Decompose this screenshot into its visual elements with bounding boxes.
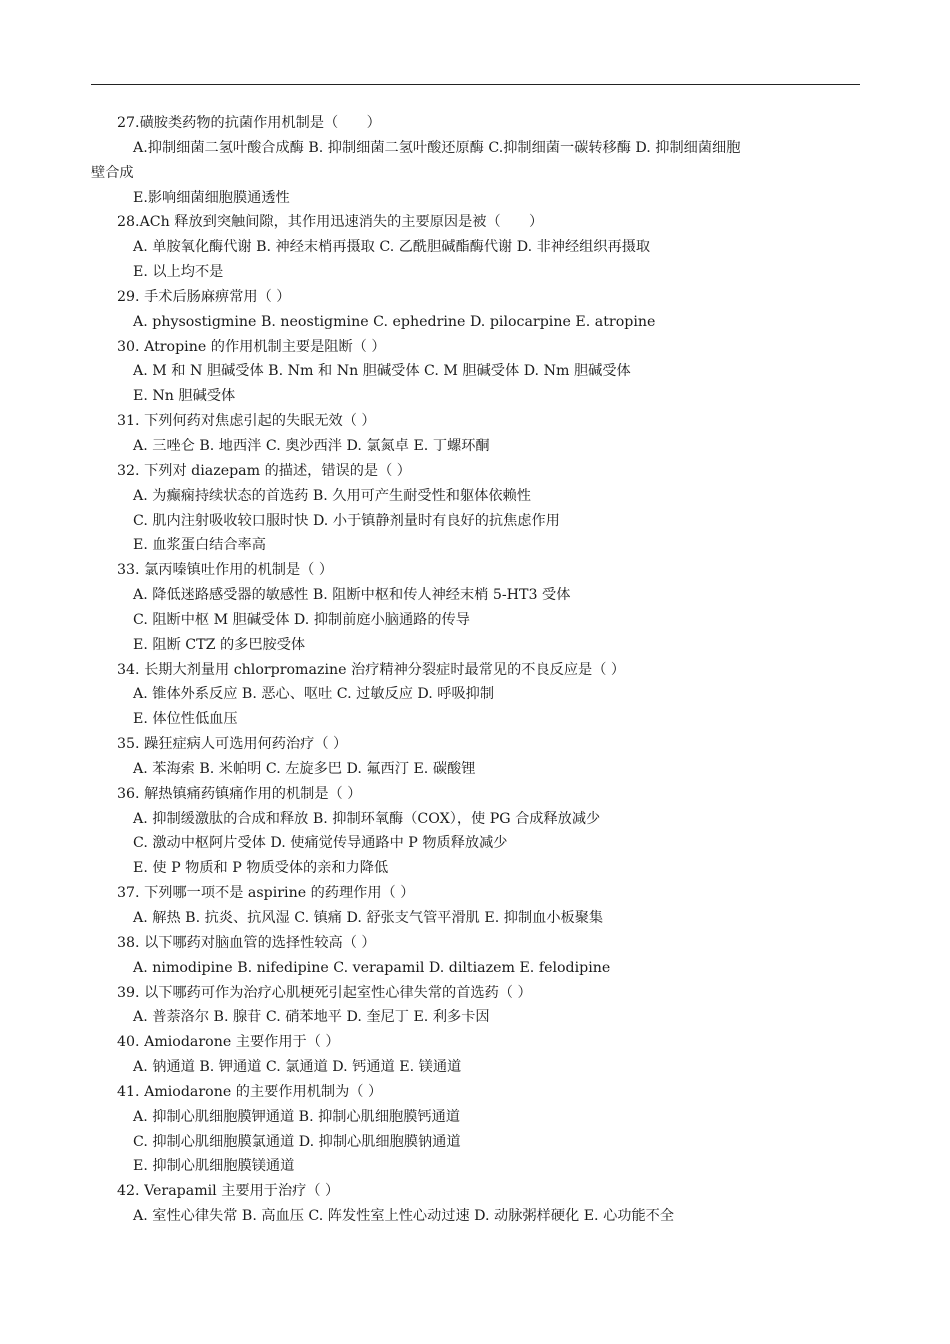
question-stem: 37. 下列哪一项不是 aspirine 的药理作用（ ） [117,885,415,902]
answer-options: A. nimodipine B. nifedipine C. verapamil D. diltiazem E. felodipine [133,959,611,976]
answer-options: E. 血浆蛋白结合率高 [133,537,266,554]
question-stem: 41. Amiodarone 的主要作用机制为（ ） [117,1083,383,1100]
question-stem: 39. 以下哪药可作为治疗心肌梗死引起室性心律失常的首选药（ ） [117,984,532,1001]
answer-options: A. physostigmine B. neostigmine C. ephedrine D. pilocarpine E. atropine [133,313,656,330]
answer-options: A. M 和 N 胆碱受体 B. Nm 和 Nn 胆碱受体 C. M 胆碱受体 D. Nm 胆碱受体 [133,363,631,380]
answer-options: E. 体位性低血压 [133,711,238,728]
answer-options: A. 钠通道 B. 钾通道 C. 氯通道 D. 钙通道 E. 镁通道 [133,1059,462,1076]
answer-options: A. 降低迷路感受器的敏感性 B. 阻断中枢和传人神经末梢 5-HT3 受体 [133,587,571,604]
answer-options: A. 苯海索 B. 米帕明 C. 左旋多巴 D. 氟西汀 E. 碳酸锂 [133,760,476,777]
answer-options: A. 为癫痫持续状态的首选药 B. 久用可产生耐受性和躯体依赖性 [133,487,531,504]
question-stem: 35. 躁狂症病人可选用何药治疗（ ） [117,736,348,753]
question-stem: 30. Atropine 的作用机制主要是阻断（ ） [117,338,386,355]
answer-options: A. 抑制心肌细胞膜钾通道 B. 抑制心肌细胞膜钙通道 [133,1108,460,1125]
question-stem: 36. 解热镇痛药镇痛作用的机制是（ ） [117,785,362,802]
question-stem: 42. Verapamil 主要用于治疗（ ） [117,1183,340,1200]
answer-options: A.抑制细菌二氢叶酸合成酶 B. 抑制细菌二氢叶酸还原酶 C.抑制细菌一碳转移酶 D. 抑制细菌细胞 [133,139,741,156]
question-stem: 33. 氯丙嗪镇吐作用的机制是（ ） [117,562,334,579]
header-rule [91,84,860,85]
answer-options: A. 普萘洛尔 B. 腺苷 C. 硝苯地平 D. 奎尼丁 E. 利多卡因 [133,1009,490,1026]
answer-options: A. 解热 B. 抗炎、抗风湿 C. 镇痛 D. 舒张支气管平滑肌 E. 抑制血小板聚集 [133,910,604,926]
answer-options: A. 室性心律失常 B. 高血压 C. 阵发性室上性心动过速 D. 动脉粥样硬化 E. 心功能不全 [133,1208,675,1225]
answer-options: C. 激动中枢阿片受体 D. 使痛觉传导通路中 P 物质释放减少 [133,835,508,852]
question-stem: 38. 以下哪药对脑血管的选择性较高（ ） [117,934,376,951]
answer-options: A. 抑制缓激肽的合成和释放 B. 抑制环氧酶（COX），使 PG 合成释放减少 [133,810,601,827]
question-stem: 27.磺胺类药物的抗菌作用机制是（ ） [117,115,381,131]
question-stem: 31. 下列何药对焦虑引起的失眠无效（ ） [117,413,376,430]
answer-options: C. 抑制心肌细胞膜氯通道 D. 抑制心肌细胞膜钠通道 [133,1133,461,1150]
answer-options: E. Nn 胆碱受体 [133,388,236,405]
answer-options: C. 阻断中枢 M 胆碱受体 D. 抑制前庭小脑通路的传导 [133,611,470,628]
question-stem: 34. 长期大剂量用 chlorpromazine 治疗精神分裂症时最常见的不良反应是（ ） [117,661,626,678]
question-stem: 29. 手术后肠麻痹常用（ ） [117,288,291,305]
answer-options: 壁合成 [91,164,134,181]
answer-options: E. 以上均不是 [133,264,224,281]
answer-options: A. 单胺氧化酶代谢 B. 神经末梢再摄取 C. 乙酰胆碱酯酶代谢 D. 非神经组织再摄取 [133,239,651,256]
answer-options: E. 抑制心肌细胞膜镁通道 [133,1158,295,1175]
question-stem: 40. Amiodarone 主要作用于（ ） [117,1034,340,1051]
answer-options: E. 阻断 CTZ 的多巴胺受体 [133,636,306,653]
answer-options: E. 使 P 物质和 P 物质受体的亲和力降低 [133,860,389,877]
answer-options: A. 三唑仑 B. 地西泮 C. 奥沙西泮 D. 氯氮卓 E. 丁螺环酮 [133,437,490,454]
question-list [91,111,860,1229]
answer-options: E.影响细菌细胞膜通透性 [133,189,290,206]
answer-options: A. 锥体外系反应 B. 恶心、呕吐 C. 过敏反应 D. 呼吸抑制 [133,686,495,703]
question-stem: 28.ACh 释放到突触间隙，其作用迅速消失的主要原因是被（ ） [117,214,544,231]
question-stem: 32. 下列对 diazepam 的描述，错误的是（ ） [117,462,411,479]
answer-options: C. 肌内注射吸收较口服时快 D. 小于镇静剂量时有良好的抗焦虑作用 [133,512,560,529]
